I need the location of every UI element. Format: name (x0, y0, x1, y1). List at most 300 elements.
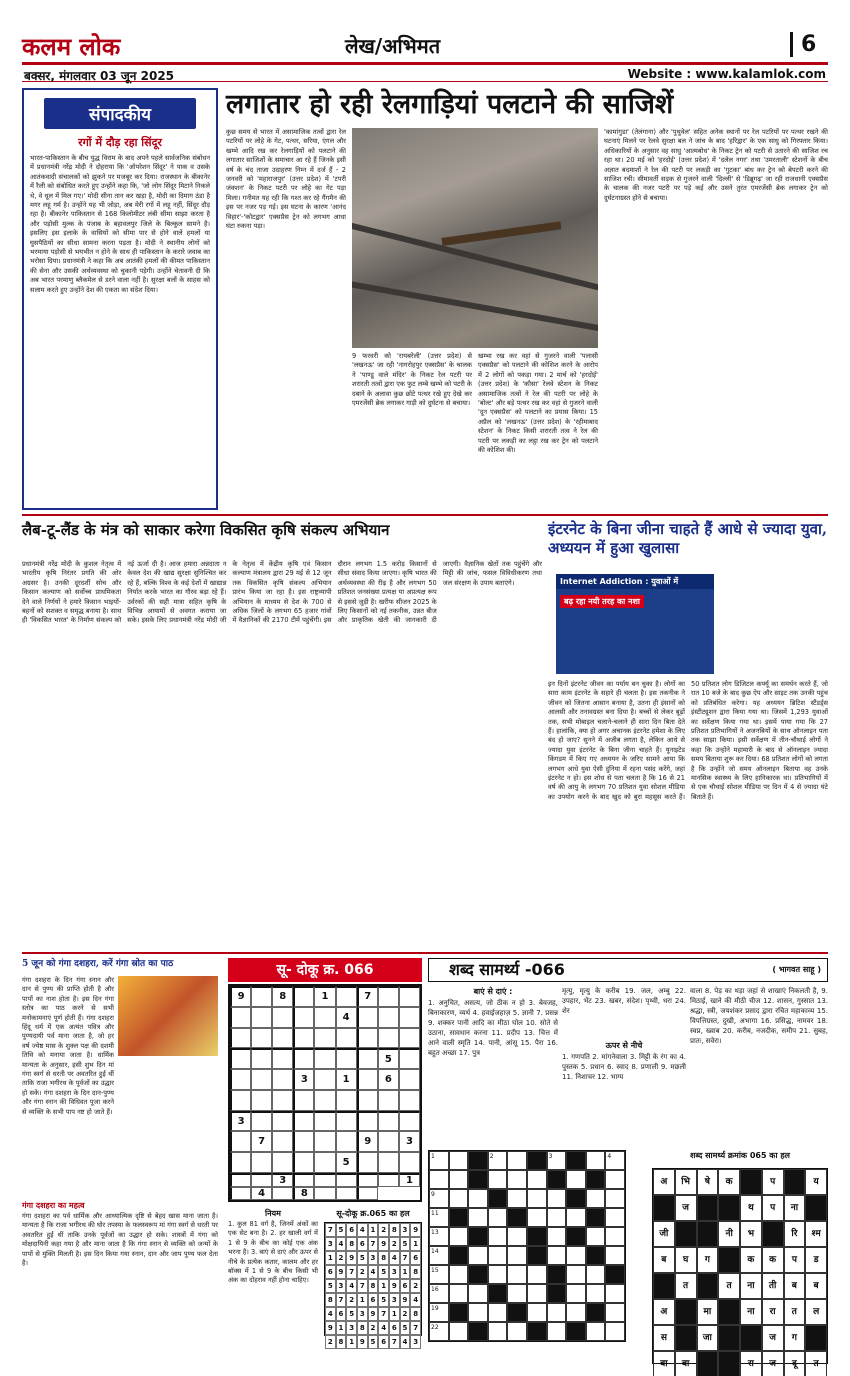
crossword-cell[interactable] (566, 1151, 586, 1170)
sudoku-cell (251, 1028, 272, 1049)
crossword-answer-cell: ब (805, 1273, 827, 1299)
crossword-cell[interactable] (605, 1246, 625, 1265)
sudoku-solution-cell: 4 (346, 1279, 357, 1293)
sudoku-grid (228, 984, 422, 1202)
crossword-answer-cell: प (762, 1169, 784, 1195)
crossword-cell[interactable] (566, 1284, 586, 1303)
crossword-cell[interactable] (527, 1170, 547, 1189)
sudoku-solution-cell: 9 (400, 1293, 411, 1307)
section-name: लेख/अभिमत (345, 34, 441, 58)
sudoku-cell (399, 1069, 420, 1090)
sudoku-cell (336, 1028, 357, 1049)
sudoku-cell: 8 (293, 1187, 314, 1200)
sudoku-cell (314, 1069, 335, 1090)
crossword-cell[interactable] (586, 1322, 606, 1341)
sudoku-solution-cell: 4 (336, 1237, 347, 1251)
sudoku-solution-cell: 3 (389, 1265, 400, 1279)
sudoku-solution-title: सू-दोकू क्र.065 का हल (336, 1209, 410, 1218)
sudoku-rules: 1. कुल 81 वर्ग है, जिनमें अंकों का एक सेट बना है। 2. हर खाली वर्ग में 1 से 9 के बीच का कोई एक अंक भरना है। 3. बाएं से दाएं और ऊपर से नीचे के प्रत्येक कतार, कालम और हर बॉक्स में 1 से 9 के बीच किसी भी अंक का दोहराव नहीं होना चाहिए। (228, 1220, 318, 1285)
sudoku-cell (230, 1131, 251, 1152)
crossword-cell[interactable] (468, 1170, 488, 1189)
sudoku-cell: 1 (336, 1069, 357, 1090)
sudoku-cell (399, 1152, 420, 1173)
sudoku-cell (272, 1152, 293, 1173)
crossword-answer-cell: षे (697, 1169, 719, 1195)
crossword-cell[interactable] (527, 1227, 547, 1246)
crossword-cell[interactable] (527, 1189, 547, 1208)
crossword-answer-cell (740, 1325, 762, 1351)
crossword-cell[interactable] (488, 1284, 508, 1303)
rail-line (352, 278, 598, 339)
shabd-title-bar (428, 958, 828, 982)
crossword-cell[interactable] (468, 1303, 488, 1322)
crossword-cell[interactable] (449, 1284, 469, 1303)
crossword-answer-cell: ल (805, 1299, 827, 1325)
crossword-cell[interactable] (468, 1246, 488, 1265)
crossword-cell[interactable] (566, 1170, 586, 1189)
crossword-cell[interactable] (507, 1284, 527, 1303)
sudoku-solution-cell: 4 (410, 1293, 421, 1307)
wooden-log (441, 221, 561, 246)
crossword-answer-cell: त (805, 1351, 827, 1376)
sudoku-solution-cell: 4 (400, 1335, 411, 1349)
crossword-answer-cell: ज (762, 1351, 784, 1376)
shabd-down-clues: 1. गणपति 2. मांगनेवाला 3. मिट्टी के रंग का 4. पुस्तक 5. प्रधान 6. स्वाद 8. प्रणाली 9. मछली 11. निशाचर 12. भाग्य (562, 1053, 686, 1081)
page-number: 6 (790, 32, 816, 57)
goddess-ganga-image (118, 976, 218, 1056)
internet-body: इन दिनों इंटरनेट जीवन का पर्याय बन चुका है। लोगों का सारा काम इंटरनेट के सहारे ही चलता है। इस तकनीक ने जीवन को जितना आसान बनाया है, उतना ही इंसानों को आलसी और तनावग्रस्त बना दिया है। बच्चों से लेकर बूढ़ों तक, सभी मोबाइल चलाने-चलाने ही सारा दिन बिता देते हैं। हालांकि, क्या हो अगर अचानक इंटरनेट हमेशा के लिए बंद हो जाए? सुनने में अजीब लगता है, लेकिन आधे से ज्यादा युवा इंटरनेट के बिना जीना चाहते हैं। यूनाइटेड किंगडम में किए गए अध्ययन के जरिए सामने आया कि लगभग आधे युवा ऐसी दुनिया में रहना पसंद करेंगे, जहां इंटरनेट न हो। इस शोध से पता चलता है कि 16 से 21 वर्ष की आयु के लगभग 70 प्रतिशत युवा सोशल मीडिया का उपयोग करने के बाद खुद को बुरा महसूस करते हैं। 50 प्रतिशत लोग डिजिटल कर्फ्यू का समर्थन करते हैं, जो रात 10 बजे के बाद कुछ ऐप और साइट तक उनकी पहुंच को प्रतिबंधित करेगा। यह अध्ययन ब्रिटिश स्टैंडर्ड्स इंस्टीट्यूशन द्वारा किया गया था। जिसमें 1,293 युवाओं का सर्वेक्षण किया गया था। इसमें पाया गया कि 27 प्रतिशत प्रतिभागियों ने अजनबियों के साथ ऑनलाइन पता तक साझा किया। इसी सर्वेक्षण में तीन-चौथाई लोगों ने कहा कि उन्होंने महामारी के बाद से ऑनलाइन ज्यादा समय बिताया शुरू कर दिया। 68 प्रतिशत लोगों को लगता है कि उन्होंने जो समय ऑनलाइन बिताया वह उनके मानसिक स्वास्थ्य के लिए हानिकारक था। प्रतिभागियों में से एक चौथाई सोशल मीडिया पर दिन में 4 से ज्यादा घंटे बिताते हैं। (548, 680, 828, 801)
crossword-cell[interactable] (449, 1265, 469, 1284)
sudoku-cell (293, 1173, 314, 1187)
sudoku-cell (336, 1131, 357, 1152)
sudoku-solution-cell: 1 (400, 1265, 411, 1279)
sudoku-solution-cell: 6 (325, 1265, 336, 1279)
sudoku-cell (230, 1173, 251, 1187)
sudoku-solution-cell: 6 (357, 1237, 368, 1251)
sudoku-cell: 9 (357, 1131, 378, 1152)
editorial-subtitle: रगों में दौड़ रहा सिंदूर (78, 136, 162, 149)
sudoku-solution-cell: 9 (357, 1335, 368, 1349)
sudoku-cell: 4 (251, 1187, 272, 1200)
sudoku-title: सू- दोकू क्र. 066 (228, 958, 422, 982)
crossword-answer-cell: स (653, 1325, 675, 1351)
ganga-headline: 5 जून को गंगा दशहरा, करें गंगा स्रोत का पाठ (22, 959, 174, 969)
crossword-cell[interactable] (547, 1322, 567, 1341)
crossword-answer-cell (718, 1195, 740, 1221)
crossword-cell[interactable] (507, 1151, 527, 1170)
crossword-cell[interactable] (488, 1208, 508, 1227)
sudoku-solution-cell: 5 (336, 1223, 347, 1237)
sudoku-solution-cell: 4 (357, 1223, 368, 1237)
crossword-cell[interactable] (488, 1227, 508, 1246)
sudoku-solution-cell: 5 (346, 1307, 357, 1321)
sudoku-cell: 3 (230, 1111, 251, 1132)
sudoku-solution-cell: 1 (346, 1335, 357, 1349)
crossword-answer-cell: रि (784, 1221, 806, 1247)
crossword-cell[interactable] (586, 1265, 606, 1284)
crossword-cell[interactable] (468, 1151, 488, 1170)
sudoku-cell (399, 1111, 420, 1132)
crossword-answer-cell: अ (653, 1169, 675, 1195)
crossword-answer-cell: भ (740, 1221, 762, 1247)
crossword-cell[interactable] (586, 1151, 606, 1170)
crossword-cell[interactable] (449, 1208, 469, 1227)
crossword-cell[interactable] (468, 1322, 488, 1341)
crossword-cell[interactable] (527, 1303, 547, 1322)
crossword-cell[interactable] (605, 1208, 625, 1227)
railway-track-photo (352, 128, 598, 348)
sudoku-cell (293, 1131, 314, 1152)
crossword-answer-cell (653, 1195, 675, 1221)
crossword-cell[interactable] (605, 1284, 625, 1303)
crossword-cell[interactable] (449, 1246, 469, 1265)
sudoku-solution-cell: 3 (325, 1237, 336, 1251)
sudoku-cell (378, 1173, 399, 1187)
crossword-answer-cell: य (805, 1169, 827, 1195)
sudoku-solution-cell: 7 (389, 1335, 400, 1349)
sudoku-cell: 3 (293, 1069, 314, 1090)
section-divider (22, 514, 828, 516)
crossword-answer-cell: ज (762, 1325, 784, 1351)
sudoku-cell (251, 1173, 272, 1187)
crossword-cell[interactable] (527, 1208, 547, 1227)
sudoku-cell (378, 1090, 399, 1111)
crossword-cell[interactable] (488, 1170, 508, 1189)
crossword-cell[interactable] (527, 1284, 547, 1303)
crossword-answer-cell (697, 1273, 719, 1299)
sudoku-cell (272, 1131, 293, 1152)
crossword-cell[interactable]: 9 (429, 1189, 449, 1208)
crossword-cell[interactable] (547, 1303, 567, 1322)
sudoku-cell (251, 1069, 272, 1090)
crossword-cell[interactable] (449, 1303, 469, 1322)
sudoku-solution-cell: 8 (410, 1265, 421, 1279)
sudoku-cell (230, 1069, 251, 1090)
inset-subtitle: बढ़ रहा नयी तरह का नशा (560, 595, 644, 608)
crossword-cell[interactable] (468, 1284, 488, 1303)
inset-title: Internet Addiction : युवाओं में (556, 574, 714, 589)
sudoku-solution-cell: 5 (378, 1293, 389, 1307)
crossword-cell[interactable] (586, 1189, 606, 1208)
crossword-cell[interactable] (527, 1246, 547, 1265)
crossword-cell[interactable] (527, 1151, 547, 1170)
sudoku-cell (230, 1152, 251, 1173)
crossword-answer-cell: ना (740, 1299, 762, 1325)
crossword-answer-cell: दू (784, 1351, 806, 1376)
crossword-cell[interactable] (507, 1170, 527, 1189)
crossword-cell[interactable] (586, 1284, 606, 1303)
sudoku-cell (314, 1090, 335, 1111)
sudoku-cell (378, 1152, 399, 1173)
sudoku-cell (230, 1090, 251, 1111)
crossword-answer-cell: ब (784, 1273, 806, 1299)
crossword-cell[interactable] (488, 1303, 508, 1322)
crossword-answer-cell: अ (653, 1299, 675, 1325)
sudoku-solution-cell: 1 (325, 1251, 336, 1265)
sudoku-solution-cell: 9 (325, 1321, 336, 1335)
sudoku-solution-cell: 4 (389, 1251, 400, 1265)
crossword-cell[interactable] (547, 1208, 567, 1227)
shabd-title: शब्द सामर्थ्य -066 (449, 960, 565, 979)
crossword-answer-cell: प (784, 1247, 806, 1273)
crossword-cell[interactable] (566, 1322, 586, 1341)
sudoku-cell (399, 1090, 420, 1111)
sudoku-solution-cell: 8 (336, 1335, 347, 1349)
crossword-answer-cell: मा (697, 1299, 719, 1325)
crossword-cell[interactable] (488, 1189, 508, 1208)
sudoku-solution-cell: 6 (400, 1279, 411, 1293)
sudoku-solution-cell: 3 (368, 1251, 379, 1265)
sudoku-cell: 8 (272, 986, 293, 1007)
sudoku-solution-cell: 7 (336, 1293, 347, 1307)
crossword-cell[interactable] (449, 1170, 469, 1189)
crossword-cell[interactable] (468, 1265, 488, 1284)
crossword-cell[interactable]: 11 (429, 1208, 449, 1227)
crossword-answer-cell: जा (697, 1325, 719, 1351)
sudoku-solution-cell: 1 (389, 1307, 400, 1321)
sudoku-cell (251, 1152, 272, 1173)
crossword-cell[interactable] (507, 1189, 527, 1208)
crossword-answer-cell: जी (653, 1221, 675, 1247)
crossword-cell[interactable]: 19 (429, 1303, 449, 1322)
crossword-cell[interactable] (468, 1189, 488, 1208)
crossword-cell[interactable] (507, 1246, 527, 1265)
crossword-cell[interactable] (566, 1246, 586, 1265)
sudoku-cell (314, 1152, 335, 1173)
sudoku-solution-cell: 9 (389, 1279, 400, 1293)
sudoku-solution-cell: 2 (410, 1279, 421, 1293)
sudoku-cell (378, 986, 399, 1007)
crossword-answer-cell: रा (740, 1351, 762, 1376)
lead-column-2: 9 फरवरी को 'रायबरेली' (उत्तर प्रदेश) से 'लखनऊ' जा रही 'नागरोहपुर एक्सप्रैस' के चालक ने 'पाण्डू वाले मंदिर' के निकट रेल पटरी पर शरारती तत्वों द्वारा एक फुट लम्बे खम्भे को पटरी के दबाने के अलावा कुछ छोटे पत्थर रखे हुए देखे कर एमरजेंसी ब्रेक लगाकर गाड़ी को दुर्घटना से बचाया। (352, 352, 472, 408)
sudoku-solution-cell: 5 (325, 1279, 336, 1293)
crossword-cell[interactable] (547, 1227, 567, 1246)
sudoku-solution-cell: 6 (368, 1293, 379, 1307)
sudoku-solution-cell: 8 (325, 1293, 336, 1307)
sudoku-solution-cell: 1 (336, 1321, 347, 1335)
sudoku-cell (357, 1111, 378, 1132)
crossword-cell[interactable] (605, 1227, 625, 1246)
crossword-answer-cell (675, 1299, 697, 1325)
crossword-answer-cell (740, 1169, 762, 1195)
sudoku-cell (251, 1007, 272, 1028)
sudoku-solution-cell: 4 (368, 1265, 379, 1279)
sudoku-solution-cell: 9 (410, 1223, 421, 1237)
crossword-cell[interactable] (566, 1208, 586, 1227)
lead-headline: लगातार हो रही रेलगाड़ियां पलटाने की साजिशें (226, 89, 674, 120)
crossword-cell[interactable] (488, 1265, 508, 1284)
sudoku-cell (293, 1007, 314, 1028)
crossword-answer-cell: ना (740, 1273, 762, 1299)
crossword-answer-cell: बा (675, 1351, 697, 1376)
sudoku-cell (399, 1007, 420, 1028)
crossword-cell[interactable] (566, 1189, 586, 1208)
crossword-answer-cell: ग (697, 1247, 719, 1273)
sudoku-solution-cell: 7 (346, 1265, 357, 1279)
sudoku-solution-cell: 6 (346, 1223, 357, 1237)
crossword-cell[interactable] (586, 1208, 606, 1227)
crossword-cell[interactable]: 13 (429, 1227, 449, 1246)
crossword-cell[interactable] (547, 1189, 567, 1208)
sudoku-solution-cell: 2 (336, 1251, 347, 1265)
crossword-cell[interactable] (586, 1303, 606, 1322)
crossword-cell[interactable] (507, 1208, 527, 1227)
sudoku-solution-cell: 8 (410, 1307, 421, 1321)
crossword-cell[interactable] (449, 1151, 469, 1170)
ganga-body: गंगा दशहरा के दिन गंगा स्नान और दान से पुण्य की प्राप्ति होती है और पापों का नाश होता है। इस दिन गंगा स्तोत्र का पाठ करने से सभी मनोकामनाएं पूर्ण होती हैं। गंगा दशहरा हिंदू धर्म में एक अत्यंत पवित्र और पुण्यदायी पर्व माना जाता है, जो हर वर्ष ज्येष्ठ मास के शुक्ल पक्ष की दशमी तिथि को मनाया जाता है। धार्मिक मान्यता के अनुसार, इसी शुभ दिन मां गंगा स्वर्ग से धरती पर अवतरित हुईं थीं ताकि राजा भगीरथ के पूर्वजों का उद्धार हो सके। गंगा दशहरा के दिन दान-पुण्य और गंगा स्नान की विधिवत पूजा करने से व्यक्ति के सभी पाप नष्ट हो जाते हैं। (22, 976, 114, 1116)
crossword-cell[interactable] (507, 1303, 527, 1322)
sudoku-solution-cell: 3 (389, 1293, 400, 1307)
sudoku-cell (357, 1007, 378, 1028)
crossword-cell[interactable]: 3 (547, 1151, 567, 1170)
crossword-cell[interactable]: 15 (429, 1265, 449, 1284)
crossword-cell[interactable] (449, 1227, 469, 1246)
sudoku-cell (251, 1090, 272, 1111)
section-divider (22, 952, 828, 954)
sudoku-solution-cell: 9 (336, 1265, 347, 1279)
lead-column-4: 'कामांगुडा' (तेलंगाना) और 'पुथुवेल' सहित अनेक स्थानों पर रेल पटरियों पर पत्थर रखने की घटनाएं मिलने पर रेलवे सुरक्षा बल ने जांच के बाद 'हरिद्वार' के एक साधु को गिरफ्तार किया। अधिकारियों के अनुसार वह साधु 'आत्मबोध' के निकट ट्रेन को पटरी से उतारने की साजिश रच रहा था। 20 मई को 'हरदोई' (उत्तर प्रदेश) में 'दलेल नगर' तथा 'उमरताली' स्टेशनों के बीच अज्ञात बदमाशों ने रेल की पटरी पर लकड़ी का 'गुटका' बांध कर ट्रेन को बेपटरी करने की साजिश रची। सीमावर्ती सड़क से गुजरने वाली 'दिल्ली' से 'डिब्रूगढ़' जा रही राजधानी एक्सप्रैस के चालक की नजर पटरी पर पड़े कई और उसने तुरंत एमरजेंसी ब्रेक लगाकर ट्रेन को दुर्घटनाग्रस्त होने से बचाया। (604, 128, 828, 202)
sudoku-cell (336, 1090, 357, 1111)
crossword-cell[interactable] (449, 1189, 469, 1208)
crossword-cell[interactable] (488, 1322, 508, 1341)
crossword-cell[interactable] (566, 1303, 586, 1322)
crossword-cell[interactable] (507, 1322, 527, 1341)
sudoku-cell: 1 (399, 1173, 420, 1187)
sudoku-solution-cell: 7 (378, 1307, 389, 1321)
sudoku-cell (293, 1111, 314, 1132)
crossword-answer-cell: घ (675, 1247, 697, 1273)
crossword-cell[interactable] (605, 1303, 625, 1322)
sudoku-cell: 5 (336, 1152, 357, 1173)
sudoku-solution-cell: 9 (368, 1307, 379, 1321)
shabd-right-clues: वाला 8. पेड़ का थड़ा जहां से शाखाएं निकलती है, 9. मिठाई, खाने की मीठी चीज 12. शासन, गुस्सात 13. श्रद्धा, स्त्री, जयशंकर प्रसाद द्वारा रचित महाकाव्य 15. विपत्तिग्रस्त, दुखी, अभागा 16. प्रसिद्ध, नामवर 18. स्वप्न, ख्वाब 20. करीब, नजदीक, समीप 21. सुबह, प्रातः, सवेरा। (690, 987, 828, 1045)
sudoku-solution-cell: 1 (357, 1293, 368, 1307)
sudoku-solution-cell: 3 (346, 1321, 357, 1335)
sudoku-solution-cell: 4 (325, 1307, 336, 1321)
crossword-answer-cell: ना (784, 1195, 806, 1221)
sudoku-solution-cell: 5 (400, 1237, 411, 1251)
crossword-cell[interactable] (605, 1170, 625, 1189)
shabd-mid-clues: मृत्यु, मृत्यु के करीब 19. जल, अम्बु 22. उपहार, भेंट 23. खबर, संदेश। पृथ्वी, धरा 24. शेर (562, 987, 686, 1015)
sudoku-cell (378, 1007, 399, 1028)
sudoku-cell (230, 1187, 251, 1200)
crossword-cell[interactable] (527, 1265, 547, 1284)
crossword-answers-title: शब्द सामर्थ्य क्रमांक 065 का हल (689, 1151, 790, 1160)
crossword-cell[interactable] (527, 1322, 547, 1341)
lead-column-3: खम्भा रख कर वहां से गुजरने वाली 'पलासी एक्सप्रैस' को पलटाने की कोशिश करने के आरोप में 2 लोगों को पकड़ा गया। 2 मार्च को 'हरदोई' (उत्तर प्रदेश) के 'कौसा' रेलवे स्टेशन के निकट असामाजिक तत्वों ने रेल की पटरी पर लोहे के 'बोल्ट' और बड़े पत्थर रख कर वहां से गुजरने वाली 'दून एक्सप्रैस' को पलटाने का प्रयास किया। 15 अप्रैल को 'लखनऊ' (उत्तर प्रदेश) के 'रहीमाबाद स्टेशन' के निकट किसी शरारती तत्व ने रेल की पटरी पर लकड़ी का लट्ठा रख कर ट्रेन को पलटाने की कोशिश की। (478, 352, 598, 455)
sudoku-rules-title: नियम (265, 1209, 281, 1218)
sudoku-cell: 3 (272, 1173, 293, 1187)
krishi-headline: लैब-टू-लैंड के मंत्र को साकार करेगा विकसित कृषि संकल्प अभियान (22, 521, 390, 539)
crossword-answer-cell (718, 1247, 740, 1273)
crossword-cell[interactable] (468, 1227, 488, 1246)
crossword-answer-cell: क (740, 1247, 762, 1273)
sudoku-solution-cell: 8 (357, 1321, 368, 1335)
sudoku-solution-cell: 1 (378, 1279, 389, 1293)
sudoku-cell (314, 1187, 335, 1200)
sudoku-solution-cell: 2 (346, 1293, 357, 1307)
crossword-answer-cell: क (718, 1169, 740, 1195)
sudoku-solution-cell: 2 (325, 1335, 336, 1349)
crossword-cell[interactable] (566, 1227, 586, 1246)
sudoku-cell (272, 1069, 293, 1090)
crossword-answer-cell: भि (675, 1169, 697, 1195)
crossword-cell[interactable] (507, 1265, 527, 1284)
crossword-cell[interactable] (586, 1246, 606, 1265)
sudoku-solution-cell: 8 (378, 1251, 389, 1265)
crossword-answer-cell: त (784, 1299, 806, 1325)
editorial-heading: संपादकीय (44, 98, 196, 129)
crossword-cell[interactable]: 1 (429, 1151, 449, 1170)
crossword-cell[interactable] (605, 1189, 625, 1208)
crossword-cell[interactable] (468, 1208, 488, 1227)
crossword-answer-cell (653, 1273, 675, 1299)
crossword-cell[interactable] (547, 1246, 567, 1265)
sudoku-cell (314, 1131, 335, 1152)
sudoku-cell: 4 (336, 1007, 357, 1028)
crossword-cell[interactable] (566, 1265, 586, 1284)
sudoku-solution-cell: 3 (410, 1335, 421, 1349)
crossword-cell[interactable] (429, 1170, 449, 1189)
crossword-cell[interactable] (488, 1246, 508, 1265)
crossword-cell[interactable] (605, 1322, 625, 1341)
sudoku-cell (378, 1111, 399, 1132)
crossword-cell[interactable] (449, 1322, 469, 1341)
sudoku-cell (230, 1028, 251, 1049)
sudoku-solution-cell: 4 (378, 1321, 389, 1335)
sudoku-solution-cell: 6 (410, 1251, 421, 1265)
sudoku-cell: 9 (230, 986, 251, 1007)
crossword-answer-cell (784, 1169, 806, 1195)
sudoku-cell (357, 1048, 378, 1069)
shabd-down-title: ऊपर से नीचे (605, 1041, 643, 1050)
sudoku-cell (230, 1048, 251, 1069)
sudoku-solution-cell: 2 (389, 1237, 400, 1251)
crossword-answer-cell: ड (805, 1247, 827, 1273)
crossword-cell[interactable]: 14 (429, 1246, 449, 1265)
crossword-cell[interactable]: 16 (429, 1284, 449, 1303)
sudoku-solution-cell: 5 (400, 1321, 411, 1335)
crossword-cell[interactable] (547, 1265, 567, 1284)
sudoku-solution-cell: 6 (378, 1335, 389, 1349)
sudoku-solution-cell: 5 (357, 1251, 368, 1265)
sudoku-cell (293, 986, 314, 1007)
sudoku-cell (399, 986, 420, 1007)
editorial-body: भारत-पाकिस्तान के बीच युद्ध विराम के बाद अपने पहले सार्वजनिक संबोधन में प्रधानमंत्री नरेंद्र मोदी ने दोहराया कि 'ऑपरेशन सिंदूर' ने पाक व उसके आतंकवादी संचालकों को झुकने पर मजबूर कर दिया। राजस्थान के बीकानेर में रैली को संबोधित करते हुए उन्होंने कहा कि, 'जो लोग सिंदूर मिटाने निकले थे, वे धूल में मिल गए।' मोदी सीना तान कर खड़ा है, मोदी का दिमाग ठंडा है मगर लहू गर्म है। उन्होंने यह भी जोड़ा, अब मेरी रगों में लहू नहीं, सिंदूर दौड़ रहा है। बीकानेर पाकिस्तान से 168 किलोमीटर लंबी सीमा साझा करता है और पड़ोसी मुल्क के पंजाब के बहावलपुर जिले के बिल्कुल सामने है। इसलिए इस इलाके के वासियों को सीमा पार से होने वाले हमलों या घुसपैठियों का सीधा सामना करना पड़ता है। मोदी ने स्थानीय लोगों को भरमाया पड़ोसी से भयभीत न होने के साथ ही पाकिस्तान के करारे जवाब का भरोसा दिया। प्रधानमंत्री ने कहा कि अब आतंकी हमलों की कीमत पाकिस्तान की सेना और उसकी अर्थव्यवस्था को चुकानी पड़ेगी। उन्होंने चेतावनी दी कि अब भारत परमाणु ब्लैकमेल से डरने वाला नहीं है। सुरक्षा बलों के साहस को सलाम करते हुए उन्होंने देश की एकता का संदेश दिया। (30, 154, 210, 294)
shabd-across-clues: 1. अनुचित, असत्य, जो ठीक न हो 3. बेवजह, बिनाकारण, व्यर्थ 4. हवाईजहाज़ 5. ज्ञानी 7. प्रसन्न 9. शक्कर पानी आदि का मीठा घोल 10. सोते से उठाना, सावधान करना 11. प्रदीप 13. चित्त में आने वाली स्मृति 14. पानी, आंसू 15. पैरा 16. बहुत अच्छा 17. पुत्र (428, 999, 558, 1057)
sudoku-solution-cell: 7 (325, 1223, 336, 1237)
crossword-cell[interactable] (605, 1265, 625, 1284)
sudoku-solution-cell: 8 (346, 1237, 357, 1251)
crossword-answer-cell: त (675, 1273, 697, 1299)
crossword-cell[interactable] (507, 1227, 527, 1246)
crossword-cell[interactable]: 22 (429, 1322, 449, 1341)
sudoku-solution-cell: 7 (400, 1251, 411, 1265)
internet-headline: इंटरनेट के बिना जीना चाहते हैं आधे से ज्यादा युवा, अध्ययन में हुआ खुलासा (548, 520, 828, 557)
crossword-cell[interactable] (547, 1284, 567, 1303)
crossword-cell[interactable] (586, 1170, 606, 1189)
crossword-cell[interactable] (586, 1227, 606, 1246)
crossword-cell[interactable]: 2 (488, 1151, 508, 1170)
sudoku-cell: 6 (378, 1069, 399, 1090)
sudoku-solution-cell: 2 (400, 1307, 411, 1321)
sudoku-cell (272, 1007, 293, 1028)
crossword-cell[interactable]: 4 (605, 1151, 625, 1170)
crossword-answer-cell (697, 1351, 719, 1376)
crossword-cell[interactable] (547, 1170, 567, 1189)
crossword-answer-cell: श्म (805, 1221, 827, 1247)
crossword-answer-cell (718, 1325, 740, 1351)
